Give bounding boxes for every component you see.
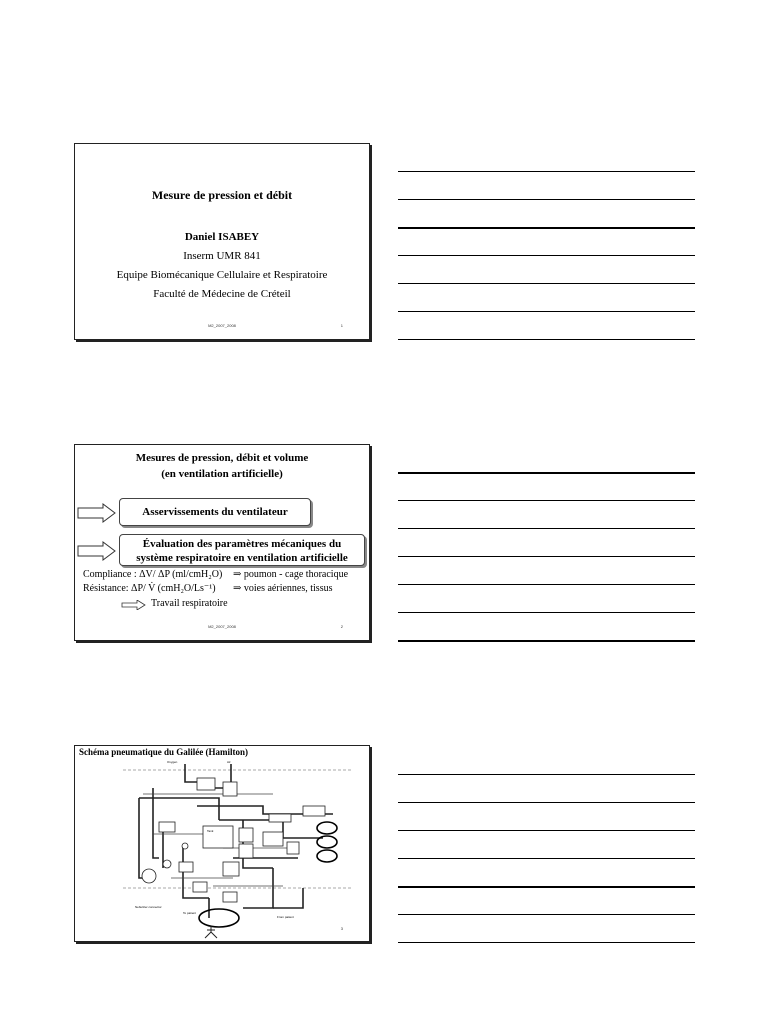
resistance-result: ⇒ voies aériennes, tissus	[233, 583, 333, 594]
note-line	[398, 640, 695, 642]
right-arrow-icon	[77, 503, 117, 523]
slide-title: Schéma pneumatique du Galilée (Hamilton)	[79, 747, 249, 757]
page-number: 1	[340, 323, 343, 328]
slide-3	[74, 745, 370, 942]
page-number: 3	[340, 926, 343, 931]
right-arrow-icon	[121, 600, 147, 610]
slide-title-line-1: Mesures de pression, débit et volume	[135, 452, 309, 464]
box-line-1: Évaluation des paramètres mécaniques du	[142, 538, 342, 550]
note-line	[398, 199, 695, 200]
note-line	[398, 914, 695, 915]
slide-footer: M2_2007_2008	[208, 323, 236, 328]
note-line	[398, 472, 695, 474]
slide-2	[74, 444, 370, 641]
right-arrow-icon	[77, 541, 117, 561]
tank-label: Tank	[207, 829, 214, 833]
note-line	[398, 886, 695, 888]
resistance-label: Résistance: ΔP/ V̇ (cmH₂O/Ls⁻¹)	[83, 583, 216, 594]
note-line	[398, 774, 695, 775]
author-name: Daniel ISABEY	[184, 231, 260, 243]
note-line	[398, 283, 695, 284]
note-line	[398, 612, 695, 613]
ventilator-control-box: Asservissements du ventilateur	[119, 498, 311, 526]
slide-1	[74, 143, 370, 340]
affiliation-line-1: Inserm UMR 841	[183, 250, 261, 262]
slide-footer: M2_2007_2008	[208, 624, 236, 629]
slide-title: Mesure de pression et débit	[151, 188, 293, 202]
work-of-breathing: Travail respiratoire	[151, 598, 228, 609]
compliance-label: Compliance : ΔV/ ΔP (ml/cmH₂O)	[83, 569, 223, 580]
note-line	[398, 339, 695, 340]
note-line	[398, 311, 695, 312]
mechanical-parameters-box	[119, 534, 365, 566]
compliance-result: ⇒ poumon - cage thoracique	[233, 569, 349, 580]
note-line	[398, 858, 695, 859]
affiliation-line-3: Faculté de Médecine de Créteil	[153, 288, 291, 300]
note-line	[398, 255, 695, 256]
oxygen-label: Oxygen	[167, 760, 178, 764]
from-patient-label: From patient	[277, 915, 294, 919]
slide-title-line-2: (en ventilation artificielle)	[161, 468, 283, 480]
affiliation-line-2: Equipe Biomécanique Cellulaire et Respiratoire	[116, 269, 328, 281]
to-patient-label: To patient	[183, 911, 197, 915]
note-line	[398, 528, 695, 529]
page-number: 2	[340, 624, 343, 629]
note-line	[398, 830, 695, 831]
note-line	[398, 500, 695, 501]
note-line	[398, 171, 695, 172]
note-line	[398, 802, 695, 803]
note-line	[398, 942, 695, 943]
note-line	[398, 556, 695, 557]
air-label: Air	[227, 760, 231, 764]
pneumatic-schematic	[123, 758, 353, 940]
note-line	[398, 584, 695, 585]
box-line-2: système respiratoire en ventilation artificielle	[136, 552, 348, 564]
note-line	[398, 227, 695, 229]
nebulizer-label: Nebulizer connector	[135, 905, 162, 909]
